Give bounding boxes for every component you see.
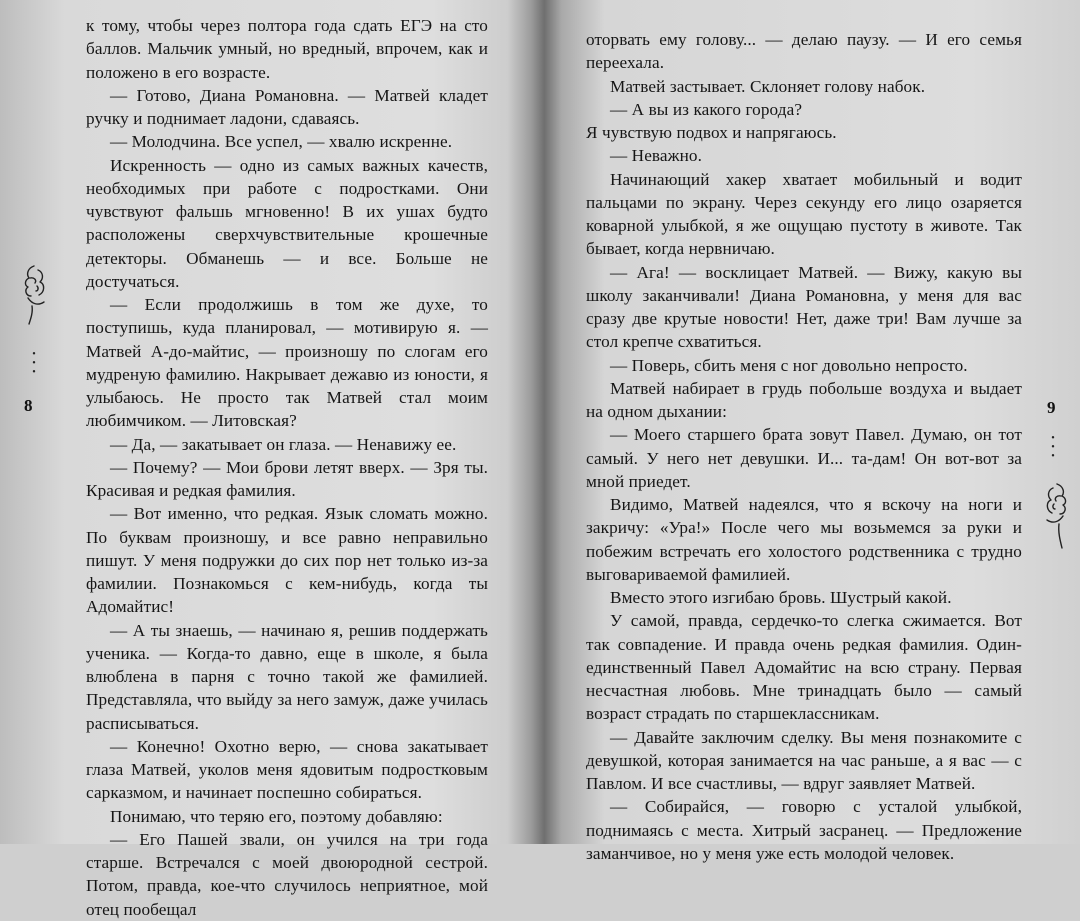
paragraph: Начинающий хакер хватает мобильный и водит пальцами по экрану. Через секунду его лицо озаряется коварной улыбкой, я же ощущаю пустоту в животе. Так бывает, когда нервничаю. [586,169,1022,259]
paragraph: — Поверь, сбить меня с ног довольно непросто. [610,355,968,375]
page-body [586,28,1022,865]
paragraph: Матвей набирает в грудь побольше воздуха и выдает на одном дыхании: [586,378,1022,421]
paragraph: — А ты знаешь, — начинаю я, решив поддержать ученика. — Когда-то давно, еще в школе, я была влюблена в парня с точно такой же фамилией. Представляла, что выйду за него замуж, даже училась расписываться. [86,620,488,733]
paragraph: У самой, правда, сердечко-то слегка сжимается. Вот так совпадение. И правда очень редкая фамилия. Один-единственный Павел Адомайтис на всю страну. Первая несчастная любовь. Мне тринадцать было — самый возраст страдать по старшеклассникам. [586,611,1022,724]
paragraph: — Готово, Диана Романовна. — Матвей кладет ручку и поднимает ладони, сдаваясь. [86,85,488,128]
paragraph: — Его Пашей звали, он учился на три года старше. Встречался с моей двоюродной сестрой. Потом, правда, кое-что случилось неприятное, мой отец пообещал [86,829,488,919]
vertical-dots-icon: • • • [32,349,36,378]
paragraph: — Почему? — Мои брови летят вверх. — Зря ты. Красивая и редкая фамилия. [86,457,488,500]
paragraph: — Конечно! Охотно верю, — снова закатывает глаза Матвей, уколов меня ядовитым подростковым сарказмом, и начинает поспешно собираться. [86,736,488,803]
page-number: 9 [1047,398,1056,417]
face-profile-ornament-icon [20,262,54,328]
paragraph: — Ага! — восклицает Матвей. — Вижу, какую вы школу заканчивали! Диана Романовна, у меня для вас сразу две крутые новости! Нет, даже три! Вам лучше за стол крепче схватиться. [586,262,1022,352]
paragraph: — Давайте заключим сделку. Вы меня познакомите с девушкой, которая занимается на час раньше, а я вас — с Павлом. И все счастливы, — вдруг заявляет Матвей. [586,727,1022,793]
paragraph: — Вот именно, что редкая. Язык сломать можно. По буквам произношу, и все равно неправильно пишут. У меня подружки до сих пор нет только из-за фамилии. Познакомься с кем-нибудь, когда ты Адомайтис! [86,504,488,617]
paragraph: Понимаю, что теряю его, поэтому добавляю: [110,806,443,826]
paragraph: — Собирайся, — говорю с усталой улыбкой, поднимаясь с места. Хитрый засранец. — Предложение заманчивое, но у меня уже есть молодой человек. [586,797,1022,863]
paragraph: — Молодчина. Все успел, — хвалю искренне. [110,132,453,152]
right-page [544,0,1080,863]
page-number: 8 [24,396,33,415]
paragraph: — Неважно. [610,146,703,166]
paragraph: оторвать ему голову... — делаю паузу. — И его семья переехала. [586,30,1022,73]
paragraph: — Да, — закатывает он глаза. — Ненавижу ее. [110,434,457,454]
paragraph: Видимо, Матвей надеялся, что я вскочу на ноги и закричу: «Ура!» После чего мы возьмемся за руки и побежим встречать его холостого родственника с трудно выговариваемой фамилией. [586,495,1022,584]
paragraph: Я чувствую подвох и напрягаюсь. [586,123,837,142]
paragraph: — Если продолжишь в том же духе, то поступишь, куда планировал, — мотивирую я. — Матвей А-до-майтис, — произношу по слогам его мудреную фамилию. Накрывает дежавю из юности, я улыбаюсь. Не просто так Матвей стал моим любимчиком. — Литовская? [86,295,488,431]
paragraph: к тому, чтобы через полтора года сдать ЕГЭ на сто баллов. Мальчик умный, но вредный, впрочем, как и положено в его возрасте. [86,16,488,82]
page-body [86,14,488,921]
face-profile-ornament-icon [1037,478,1071,552]
paragraph: — А вы из какого города? [610,99,803,119]
paragraph: Матвей застывает. Склоняет голову набок. [610,76,926,96]
paragraph: — Моего старшего брата зовут Павел. Думаю, он тот самый. У него нет девушки. И... та-дам! Он вот-вот за мной приедет. [586,425,1022,491]
paragraph: Вместо этого изгибаю бровь. Шустрый какой. [610,588,952,607]
vertical-dots-icon: • • • [1051,433,1055,462]
left-page [0,0,528,919]
paragraph: Искренность — одно из самых важных качеств, необходимых при работе с подростками. Они чувствуют фальшь мгновенно! В их ушах будто расположены сверхчувствительные крошечные детекторы. Обманешь — и все. Больше не достучаться. [86,155,488,291]
